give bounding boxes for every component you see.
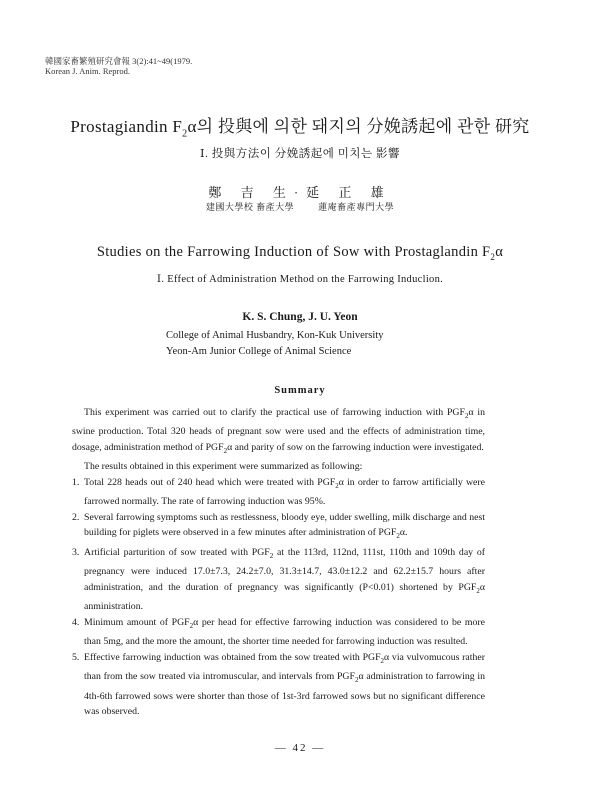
english-affiliation-2: Yeon-Am Junior College of Animal Science bbox=[166, 346, 352, 357]
korean-title: Prostagiandin $F_2\alpha$의 投與에 의한 돼지의 分娩誘起에 관한 研究 bbox=[70, 117, 530, 140]
korean-affiliations bbox=[0, 200, 600, 213]
list-item: 2. Several farrowing symptoms such as restlessness, bloody eye, udder swelling, milk discharge and nest building for piglets were observed in a few minutes after administration of $PGF_2\alpha$. bbox=[72, 511, 485, 541]
journal-citation-korean: 韓國家畜繁殖研究會報 3(2):41~49(1979. bbox=[45, 56, 193, 66]
journal-citation-english: Korean J. Anim. Reprod. bbox=[45, 66, 130, 76]
results-intro: The results obtained in this experiment were summarized as following: bbox=[84, 461, 363, 473]
korean-subtitle: Ⅰ. 投與方法이 分娩誘起에 미치는 影響 bbox=[200, 148, 400, 160]
english-subtitle: Ⅰ. Effect of Administration Method on the Farrowing Induclion. bbox=[156, 274, 444, 285]
english-title: Studies on the Farrowing Induction of Sow with Prostaglandin $F_2\alpha$ bbox=[96, 244, 504, 262]
korean-authors: 鄭 吉 生·延 正 雄 bbox=[208, 185, 392, 200]
summary-intro: This experiment was carried out to clarify the practical use of farrowing induction with $PGF_2\alpha$ in swine production. Total 320 heads of pregnant sow were used and the effects of administration time, dosage, administration method of $PGF_2\alpha$ and parity of sow on the farrowing induction were investigated. bbox=[72, 407, 486, 455]
summary-body bbox=[72, 405, 485, 720]
results-list bbox=[72, 475, 485, 720]
list-item: 5. Effective farrowing induction was obtained from the sow treated with $PGF_2\alpha$ via vulvomucous rather than from the sow treated via intromuscular, and intervals from $PGF_2\alpha$ administration to farrowing in 4th-6th farrowed sows were shorter than those of 1st-3rd farrowed sows but no significant difference was observed. bbox=[72, 651, 485, 718]
english-affiliation-1: College of Animal Husbandry, Kon-Kuk University bbox=[166, 330, 384, 341]
page-number: — 42 — bbox=[274, 742, 326, 754]
list-item: 3. Artificial parturition of sow treated with $PGF_2$ at the 113rd, 112nd, 111st, 110th and 109th day of pregnancy were induced 17.0±7.3, 24.2±7.0, 31.3±14.7, 43.0±12.2 and 62.2±15.7 hours after administration, and the duration of pregnancy was significantly (P<0.01) shortened by $PGF_2\alpha$ anministration. bbox=[72, 546, 485, 613]
list-item: 1. Total 228 heads out of 240 head which were treated with $PGF_2\alpha$ in order to farrow artificially were farrowed normally. The rate of farrowing induction was 95%. bbox=[72, 476, 485, 508]
english-authors: K. S. Chung, J. U. Yeon bbox=[242, 311, 358, 323]
list-item: 4. Minimum amount of $PGF_2\alpha$ per head for effective farrowing induction was considered to be more than 5mg, and the more the amount, the shorter time needed for farrowing induction was resulted. bbox=[72, 616, 485, 648]
english-affiliations bbox=[166, 328, 383, 360]
journal-citation bbox=[45, 56, 192, 76]
summary-heading: Summary bbox=[274, 385, 326, 396]
korean-affiliation-2: 蓮庵畜產專門大學 bbox=[318, 202, 395, 212]
korean-affiliation-1: 建國大學校 畜產大學 bbox=[205, 202, 295, 212]
